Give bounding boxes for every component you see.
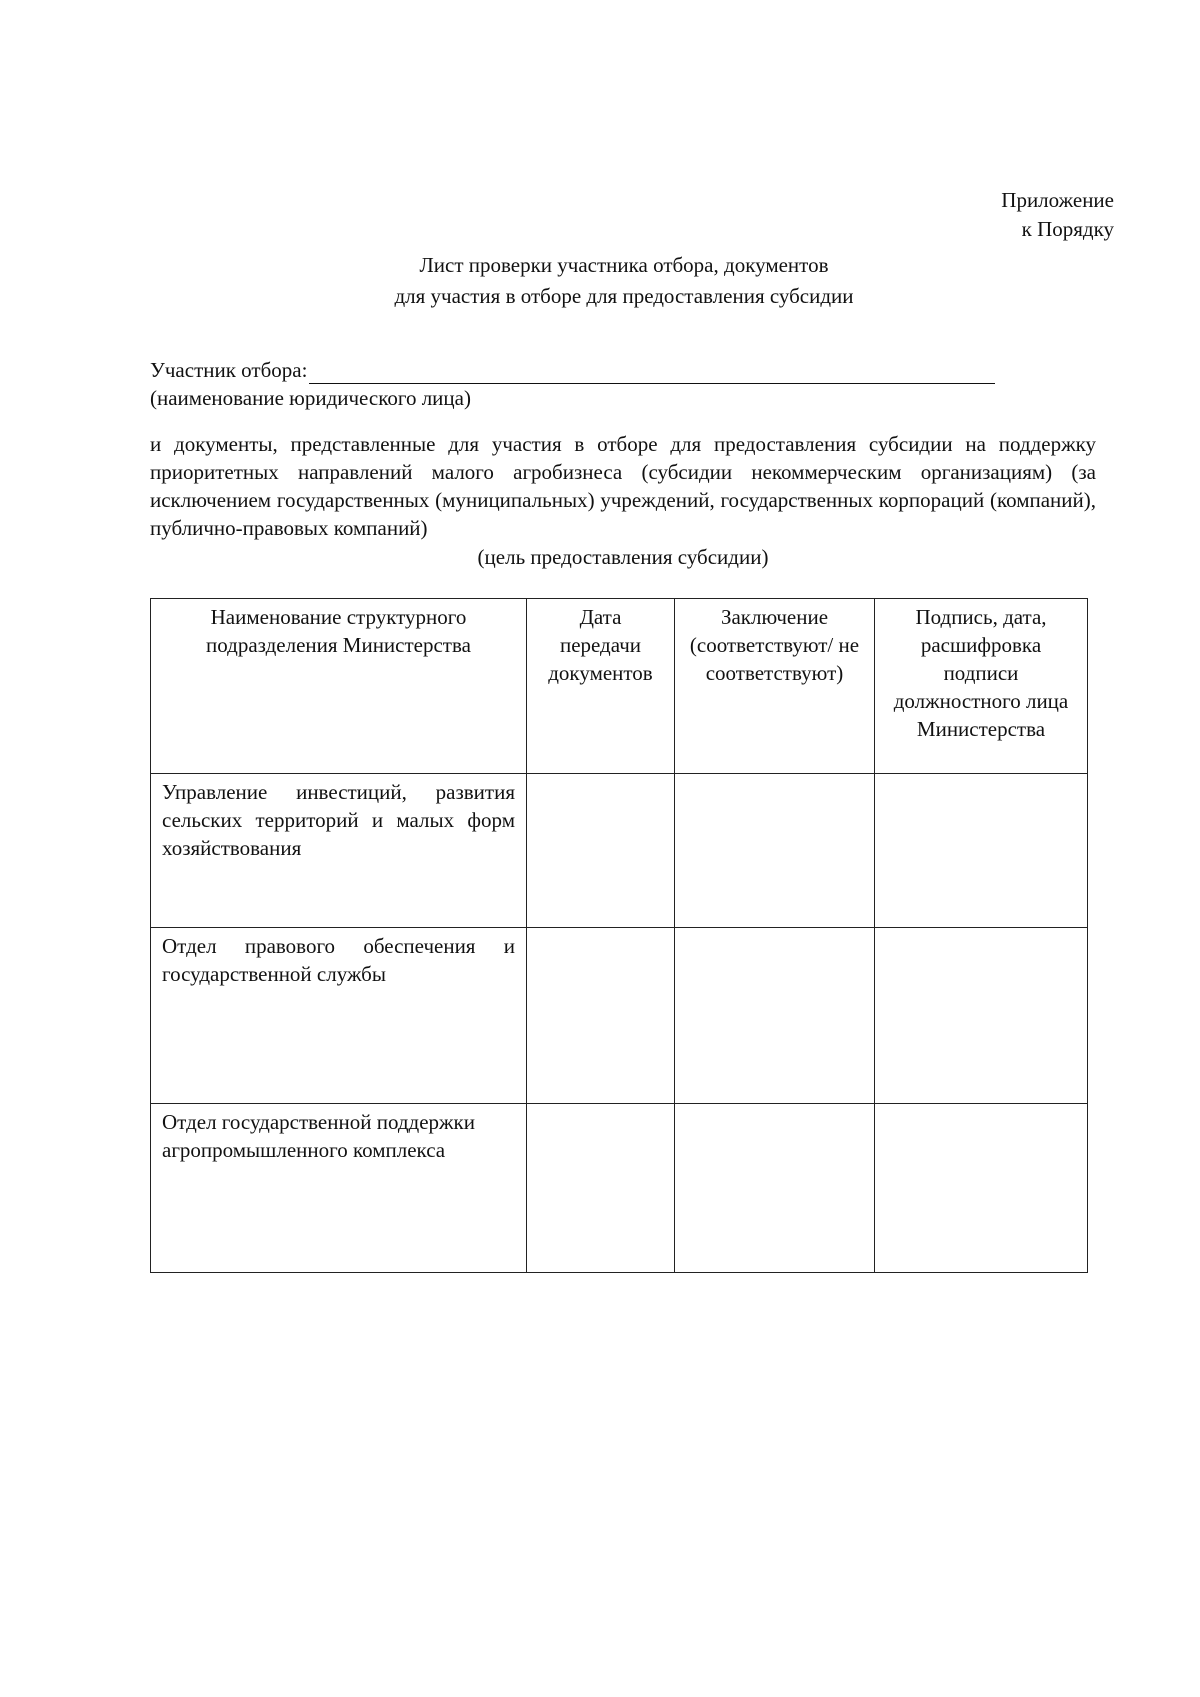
conclusion-cell[interactable] — [675, 928, 875, 1104]
participant-line — [150, 356, 1030, 384]
department-cell: Управление инвестиций, развития сельских территорий и малых форм хозяйствования — [151, 774, 527, 928]
appendix-line-1: Приложение — [1001, 188, 1114, 212]
purpose-hint: (цель предоставления субсидии) — [477, 545, 769, 569]
participant-label: Участник отбора: — [150, 358, 308, 382]
appendix-line-2: к Порядку — [1021, 217, 1114, 241]
document-title — [150, 250, 1098, 312]
participant-fill-line[interactable] — [309, 363, 995, 384]
conclusion-cell[interactable] — [675, 774, 875, 928]
signature-cell[interactable] — [875, 1104, 1088, 1273]
table-row — [151, 928, 1088, 1104]
participant-block — [150, 356, 1030, 412]
title-line-1: Лист проверки участника отбора, документов — [419, 253, 829, 277]
signature-cell[interactable] — [875, 774, 1088, 928]
header-signature: Подпись, дата, расшифровка подписи должностного лица Министерства — [875, 599, 1088, 774]
signature-cell[interactable] — [875, 928, 1088, 1104]
header-date: Дата передачи документов — [527, 599, 675, 774]
header-conclusion: Заключение (соответствуют/ не соответствуют) — [675, 599, 875, 774]
department-cell: Отдел правового обеспечения и государственной службы — [151, 928, 527, 1104]
title-line-2: для участия в отборе для предоставления субсидии — [394, 284, 854, 308]
date-cell[interactable] — [527, 1104, 675, 1273]
date-cell[interactable] — [527, 928, 675, 1104]
check-table — [150, 598, 1088, 1273]
department-cell: Отдел государственной поддержки агропромышленного комплекса — [151, 1104, 527, 1273]
table-row — [151, 1104, 1088, 1273]
documents-paragraph: и документы, представленные для участия в отборе для предоставления субсидии на поддержку приоритетных направлений малого агробизнеса (субсидии некоммерческим организациям) (за исключением государственных (муниципальных) учреждений, государственных корпораций (компаний), публично-правовых компаний) — [150, 432, 1096, 540]
table-header-row — [151, 599, 1088, 774]
date-cell[interactable] — [527, 774, 675, 928]
conclusion-cell[interactable] — [675, 1104, 875, 1273]
appendix-header — [1001, 186, 1114, 244]
participant-hint: (наименование юридического лица) — [150, 386, 471, 410]
table-row — [151, 774, 1088, 928]
header-department: Наименование структурного подразделения Министерства — [151, 599, 527, 774]
